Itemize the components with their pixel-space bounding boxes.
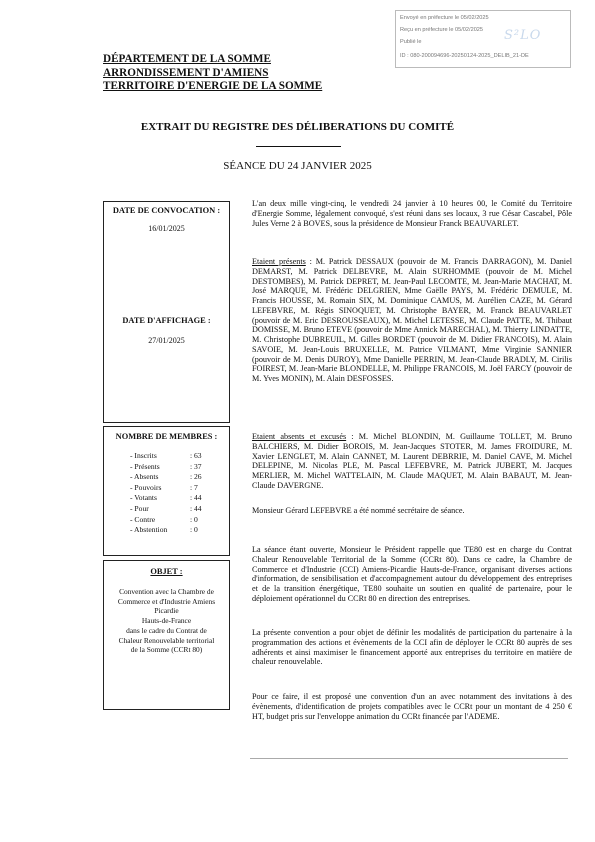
objet-line: Chaleur Renouvelable territorial: [118, 635, 215, 645]
territoire-line: TERRITOIRE D'ENERGIE DE LA SOMME: [103, 80, 323, 92]
members-label: NOMBRE DE MEMBRES :: [115, 432, 218, 441]
member-count-row: - Contre : 0: [130, 514, 198, 524]
arrondissement-line: ARRONDISSEMENT D'AMIENS: [103, 66, 269, 79]
objet-line: Hauts-de-France: [141, 616, 192, 626]
affichage-date: 27/01/2025: [148, 336, 185, 345]
prefecture-stamp: [395, 10, 571, 68]
proposal-paragraph: Pour ce faire, il est proposé une convention d'un an avec notamment des invitations à des évènements, d'identification de projets compatibles avec le CCRt pour un montant de 4 250 € HT, budget pris sur l'enveloppe animation du CCRt financée par l'ADEME.: [252, 692, 572, 721]
stamp-sent-date: Envoyé en préfecture le 05/02/2025: [400, 15, 489, 21]
page-rule: [250, 758, 568, 759]
secretaire-paragraph: Monsieur Gérard LEFEBVRE a été nommé secrétaire de séance.: [252, 506, 465, 515]
objective-paragraph: La présente convention a pour objet de définir les modalités de participation du partenaire à la programmation des actions et évènements de la CCI afin de déployer le CCRt 80 auprès de ses adhérents et ainsi maximiser le financement apporté aux entreprises du territoire en matière de chaleur renouvelable.: [252, 628, 572, 667]
department-line: DÉPARTEMENT DE LA SOMME: [103, 53, 271, 65]
objet-line: Convention avec la Chambre de: [119, 587, 214, 596]
document-title: EXTRAIT DU REGISTRE DES DÉLIBERATIONS DU COMITÉ: [140, 121, 455, 133]
presents-paragraph: [252, 257, 572, 384]
intro-paragraph: L'an deux mille vingt-cinq, le vendredi 24 janvier à 10 heures 00, le Comité du Territoire d'Energie Somme, légalement convoqué, s'est réuni dans ses locaux, 3 rue César Cascabel, Pôle Jules Verne 2 à BOVES, sous la présidence de Monsieur Franck BEAUVARLET.: [252, 199, 572, 228]
title-divider: [256, 146, 341, 147]
objet-text: [106, 587, 227, 655]
member-count-row: - Absents : 26: [130, 472, 202, 482]
absents-paragraph: [252, 432, 572, 491]
members-list: [130, 451, 210, 536]
convocation-label: DATE DE CONVOCATION :: [112, 206, 221, 215]
absents-list: : M. Michel BLONDIN, M. Guillaume TOLLET, M. Bruno BALCHIERS, M. Didier BOROIS, M. Jean-Jacques STOTER, M. James FROIDURE, M. Xavier LENGLET, M. Alain CANNET, M. Laurent DEBRRIE, M. Daniel CAVE, M. Michel DELEPINE, M. Nicolas PLE, M. Pascal LEFEBVRE, M. Patrick JUBERT, M. Jacques MERLIER, M. Michel WATTELAIN, M. Claude MAQUET, M. Alain BABAUT, M. Jean-Claude DAVERGNE.: [252, 432, 572, 490]
members-box: [103, 426, 230, 556]
stamp-published: Publié le: [400, 39, 422, 45]
objet-box: [103, 560, 230, 710]
objet-label: OBJET :: [150, 567, 183, 576]
context-paragraph: La séance étant ouverte, Monsieur le Président rappelle que TE80 est en charge du Contrat Chaleur Renouvelable Territorial de la Somme (CCRt 80). Dans ce cadre, la Chambre de Commerce et d'Industrie (CCI) Amiens-Picardie Hauts-de-France, organisant diverses actions d'information, de sensibilisation et d'accompagnement autour du développement des entreprises et de la transition énergétique, TE80 souhaite un soutien en qualité de partenaire, pour le déploiement opérationnel du CCRt 80 en direction des entreprises.: [252, 545, 572, 603]
member-count-row: - Pour : 44: [130, 503, 202, 513]
objet-line: dans le cadre du Contrat de: [126, 625, 207, 635]
presents-list: : M. Patrick DESSAUX (pouvoir de M. Francis DARRAGON), M. Daniel DEMARST, M. Patrick DELBEVRE, M. Alain SURHOMME (pouvoir de M. Michel DESTOMBES), M. Patrick DEPRET, M. Jean-Paul LECOMTE, M. Jean-Marie MACHAT, M. José MARQUE, M. Frédéric DELGRIEN, Mme Gaëlle PAYS, M. Frédéric DEMULE, M. Francis HOUSSE, M. Romain SIX, M. Dominique CAMUS, M. Aurélien CAZE, M. Gérard LEFEBVRE, M. Régis SINOQUET, M. Christophe BAYER, M. Franck BEAUVARLET (pouvoir de M. Eric DESROUSSEAUX), M. Michel LETESSE, M. Claude PATTE, M. Thibaut DOMISSE, M. Bruno ETEVE (pouvoir de Mme Annick MARECHAL), M. Thierry LINDATTE, M. Christophe DUBREUIL, M. Gilles BORDET (pouvoir de M. Didier FRANCOIS), M. Alain SAVOIE, M. Jean-Louis BRUXELLE, M. Patrice VILMANT, Mme Virginie SANNIER (pouvoir de M. Denis DUROY), Mme Danielle PERRIN, M. Jean-Claude BRADLY, M. Cirilis FOIREST, M. Jean-Marie BLONDELLE, M. Philippe FRANCOIS, M. Joël FARCY (pouvoir de M. Yves MONIN), M. Alain DESFOSSES.: [252, 257, 572, 383]
stamp-received-date: Reçu en préfecture le 05/02/2025: [400, 27, 484, 33]
affichage-label: DATE D'AFFICHAGE :: [122, 316, 211, 325]
presents-label: Etaient présents: [252, 257, 306, 266]
objet-line: Picardie: [154, 606, 179, 616]
member-count-row: - Abstention : 0: [130, 525, 198, 535]
department-header: [103, 53, 322, 94]
objet-line: de la Somme (CCRt 80): [130, 645, 203, 655]
member-count-row: - Présents : 37: [130, 461, 202, 471]
absents-label: Etaient absents et excusés: [252, 432, 347, 441]
objet-line: Commerce et d'Industrie Amiens: [117, 596, 216, 606]
dates-box: [103, 201, 230, 423]
seance-date: SÉANCE DU 24 JANVIER 2025: [223, 160, 372, 172]
member-count-row: - Votants : 44: [130, 493, 202, 503]
convocation-date: 16/01/2025: [148, 224, 185, 233]
member-count-row: - Inscrits : 63: [130, 451, 202, 460]
stamp-id: ID : 080-200094696-20250124-2025_DELIB_21-DE: [400, 53, 529, 59]
member-count-row: - Pouvoirs : 7: [130, 482, 198, 492]
s2lo-logo: S²LO: [504, 28, 542, 43]
